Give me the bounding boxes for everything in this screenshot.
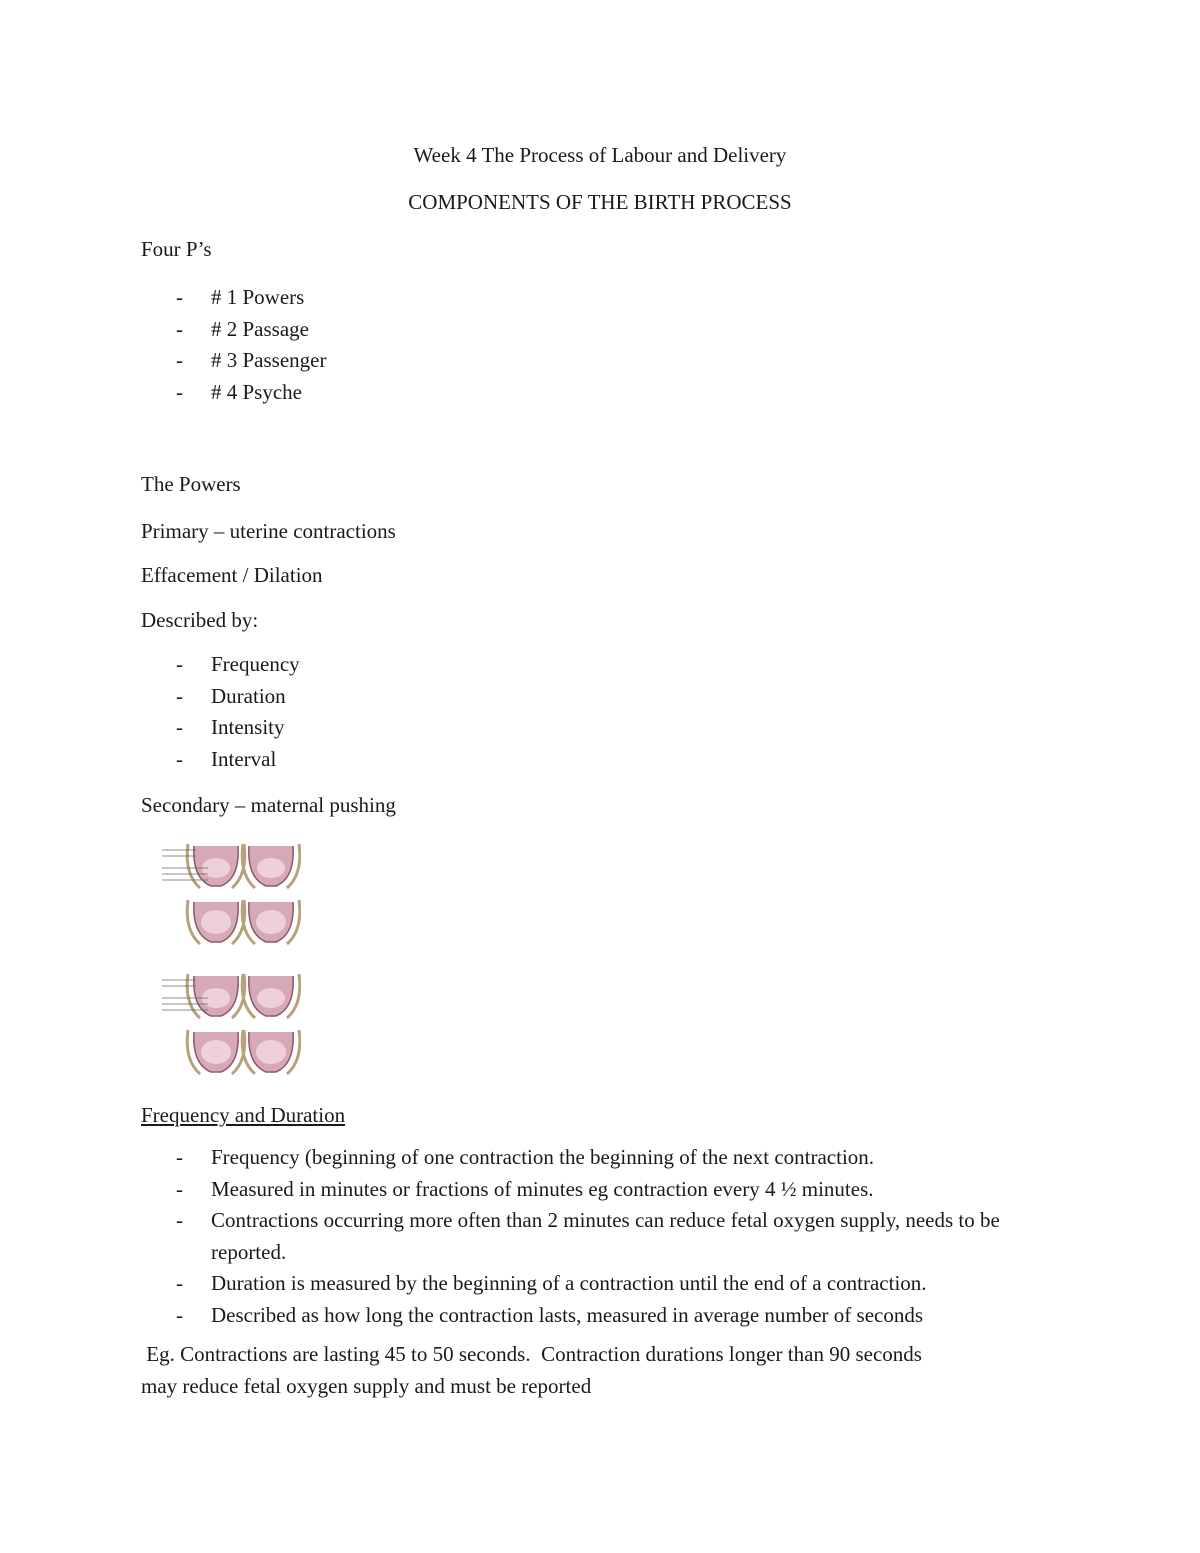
list-item: - # 1 Powers (176, 285, 305, 309)
primary-text: Primary – uterine contractions (141, 519, 396, 543)
pelvis-diagram (187, 974, 245, 1018)
pelvis-diagram (187, 844, 245, 888)
list-item: - Intensity (176, 715, 285, 739)
section-heading: Frequency and Duration (141, 1103, 346, 1127)
pelvis-diagram (242, 900, 300, 944)
described-by-text: Described by: (141, 608, 259, 632)
pelvis-diagram (242, 974, 300, 1018)
pelvis-diagram (242, 844, 300, 888)
list-item: - Frequency (beginning of one contraction the beginning of the next contraction. (176, 1145, 875, 1169)
list-item: - Frequency (176, 652, 300, 676)
powers-heading: The Powers (141, 472, 241, 496)
cervix-illustration (156, 838, 301, 1083)
list-item: - Described as how long the contraction lasts, measured in average number of seconds (176, 1302, 924, 1327)
described-list (176, 649, 300, 775)
pelvis-diagram (242, 1030, 300, 1074)
list-item: - Contractions occurring more often than 2 minutes can reduce fetal oxygen supply, needs to be reported. (176, 1208, 1000, 1264)
page-title: Week 4 The Process of Labour and Delivery (413, 143, 787, 167)
example-text-line: Eg. Contractions are lasting 45 to 50 seconds. Contraction durations longer than 90 seconds (141, 1342, 922, 1366)
example-text-line: may reduce fetal oxygen supply and must be reported (141, 1374, 592, 1398)
secondary-text: Secondary – maternal pushing (141, 793, 396, 817)
list-item: - # 3 Passenger (176, 348, 327, 372)
list-item: - # 4 Psyche (176, 379, 302, 404)
list-item: - Duration (176, 683, 286, 708)
effacement-text: Effacement / Dilation (141, 563, 323, 587)
page-subtitle: COMPONENTS OF THE BIRTH PROCESS (408, 190, 792, 214)
pelvis-diagram (187, 900, 245, 944)
list-item: - Duration is measured by the beginning of a contraction until the end of a contraction. (176, 1271, 927, 1295)
pelvis-diagram (187, 1030, 245, 1074)
list-item: - Interval (176, 746, 277, 771)
four-ps-list (176, 282, 326, 408)
list-item: - # 2 Passage (176, 316, 309, 341)
list-item: - Measured in minutes or fractions of minutes eg contraction every 4 ½ minutes. (176, 1176, 874, 1201)
four-ps-heading: Four P’s (141, 237, 212, 261)
frequency-list (176, 1142, 1051, 1331)
